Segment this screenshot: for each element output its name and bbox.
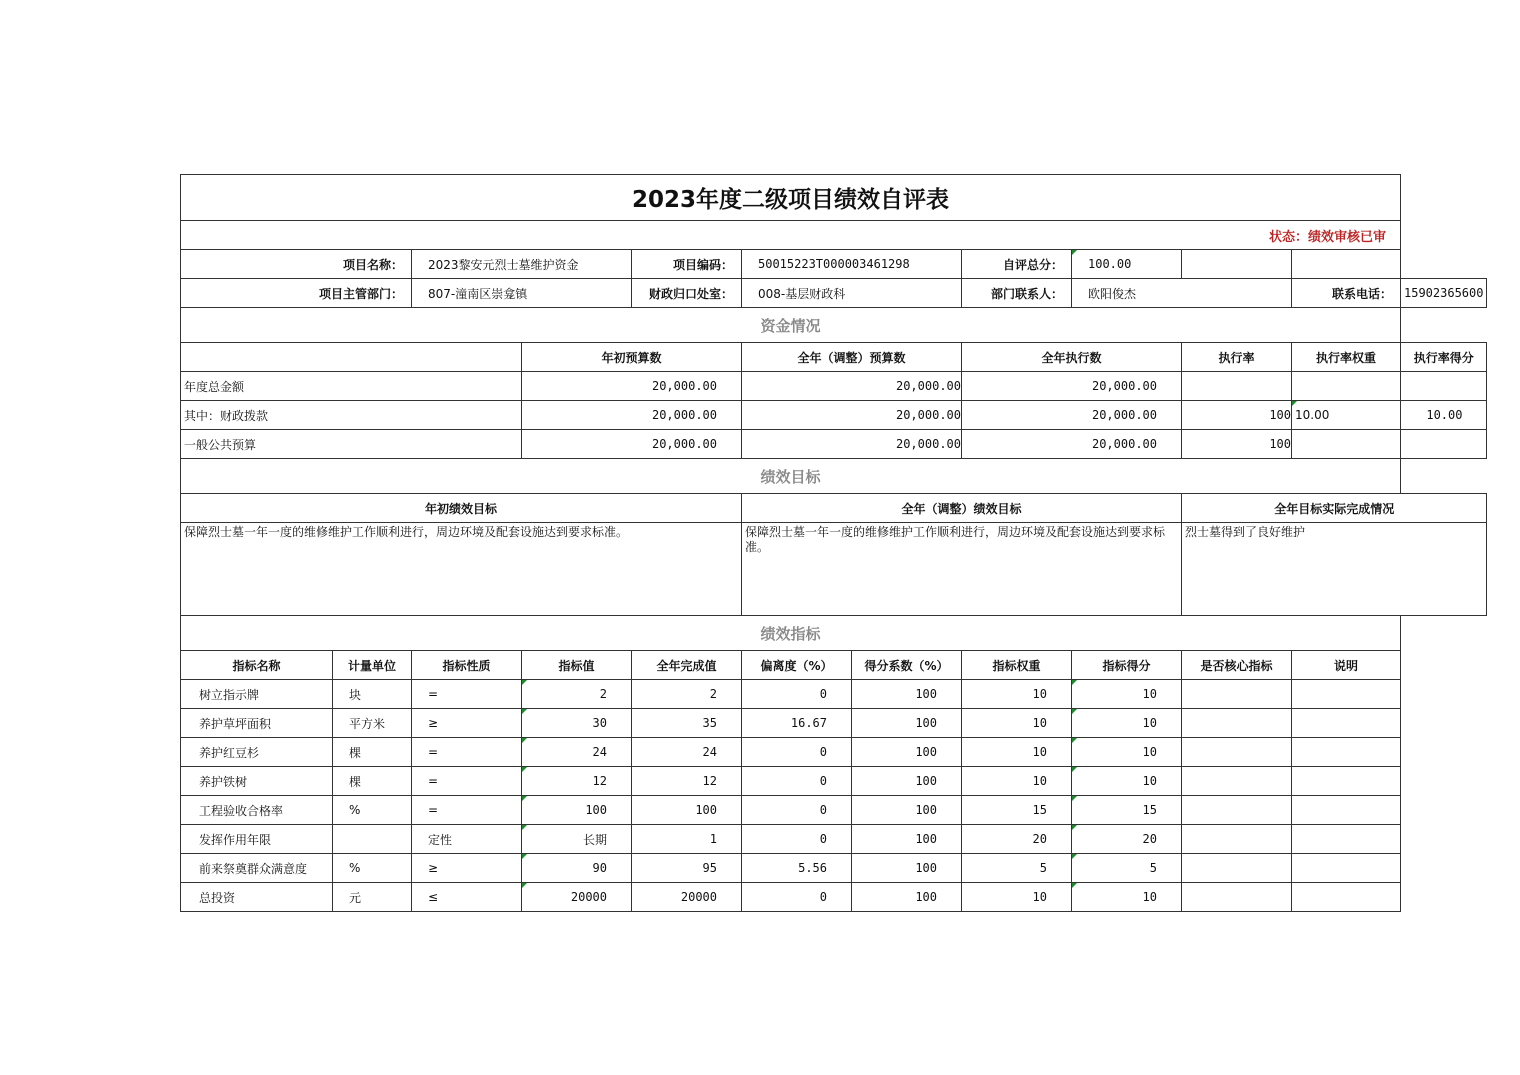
funds-executed: 20,000.00 xyxy=(962,401,1182,430)
funds-initial: 20,000.00 xyxy=(522,401,742,430)
ind-weight: 10 xyxy=(962,883,1072,912)
ind-header-coef: 得分系数（%） xyxy=(852,651,962,680)
ind-name: 发挥作用年限 xyxy=(181,825,333,854)
funds-row-name: 其中：财政拨款 xyxy=(181,401,522,430)
ind-score: 10 xyxy=(1072,709,1182,738)
section-indicators: 绩效指标 xyxy=(181,616,1401,651)
funds-row xyxy=(181,401,1487,430)
ind-core xyxy=(1182,709,1292,738)
ind-target: 24 xyxy=(522,738,632,767)
ind-deviation: 0 xyxy=(742,680,852,709)
ind-nature: 定性 xyxy=(412,825,522,854)
ind-name: 养护铁树 xyxy=(181,767,333,796)
ind-core xyxy=(1182,680,1292,709)
funds-header-blank xyxy=(181,343,522,372)
funds-weight: 10.00 xyxy=(1292,401,1401,430)
ind-target: 100 xyxy=(522,796,632,825)
ind-deviation: 0 xyxy=(742,767,852,796)
ind-nature: ≤ xyxy=(412,883,522,912)
ind-weight: 5 xyxy=(962,854,1072,883)
ind-target: 12 xyxy=(522,767,632,796)
ind-deviation: 0 xyxy=(742,883,852,912)
ind-unit: 棵 xyxy=(333,738,412,767)
ind-coefficient: 100 xyxy=(852,883,962,912)
ind-weight: 15 xyxy=(962,796,1072,825)
indicator-row xyxy=(181,767,1487,796)
funds-initial: 20,000.00 xyxy=(522,372,742,401)
indicator-row xyxy=(181,738,1487,767)
ind-done: 2 xyxy=(632,680,742,709)
funds-score: 10.00 xyxy=(1401,401,1487,430)
evaluation-sheet xyxy=(180,174,1487,912)
funds-rate: 100 xyxy=(1182,401,1292,430)
goal-initial-text: 保障烈士墓一年一度的维修维护工作顺利进行，周边环境及配套设施达到要求标准。 xyxy=(181,523,742,616)
ind-name: 养护红豆杉 xyxy=(181,738,333,767)
funds-row-name: 一般公共预算 xyxy=(181,430,522,459)
funds-score xyxy=(1401,430,1487,459)
empty-cell xyxy=(1182,250,1292,279)
ind-core xyxy=(1182,825,1292,854)
ind-unit: 棵 xyxy=(333,767,412,796)
ind-score: 20 xyxy=(1072,825,1182,854)
ind-score: 10 xyxy=(1072,738,1182,767)
ind-header-note: 说明 xyxy=(1292,651,1401,680)
goals-header-row xyxy=(181,494,1487,523)
goals-header-initial: 年初绩效目标 xyxy=(181,494,742,523)
ind-unit: 块 xyxy=(333,680,412,709)
ind-header-core: 是否核心指标 xyxy=(1182,651,1292,680)
ind-nature: = xyxy=(412,680,522,709)
funds-row xyxy=(181,430,1487,459)
indicator-row xyxy=(181,709,1487,738)
funds-weight xyxy=(1292,372,1401,401)
ind-nature: = xyxy=(412,767,522,796)
ind-note xyxy=(1292,738,1401,767)
ind-done: 95 xyxy=(632,854,742,883)
ind-header-name: 指标名称 xyxy=(181,651,333,680)
ind-weight: 10 xyxy=(962,680,1072,709)
ind-note xyxy=(1292,854,1401,883)
ind-header-dev: 偏离度（%） xyxy=(742,651,852,680)
funds-adjusted: 20,000.00 xyxy=(742,401,962,430)
funds-weight xyxy=(1292,430,1401,459)
section-funds: 资金情况 xyxy=(181,308,1401,343)
ind-header-nature: 指标性质 xyxy=(412,651,522,680)
indicator-row xyxy=(181,883,1487,912)
ind-target: 90 xyxy=(522,854,632,883)
goals-header-adjusted: 全年（调整）绩效目标 xyxy=(742,494,1182,523)
ind-nature: ≥ xyxy=(412,709,522,738)
ind-header-target: 指标值 xyxy=(522,651,632,680)
ind-core xyxy=(1182,767,1292,796)
project-name-value: 2023黎安元烈士墓维护资金 xyxy=(412,250,632,279)
funds-header-executed: 全年执行数 xyxy=(962,343,1182,372)
ind-done: 12 xyxy=(632,767,742,796)
goals-header-actual: 全年目标实际完成情况 xyxy=(1182,494,1487,523)
empty-cell xyxy=(1292,250,1401,279)
ind-coefficient: 100 xyxy=(852,709,962,738)
ind-unit: % xyxy=(333,854,412,883)
ind-coefficient: 100 xyxy=(852,854,962,883)
ind-nature: ≥ xyxy=(412,854,522,883)
ind-unit: 元 xyxy=(333,883,412,912)
ind-name: 养护草坪面积 xyxy=(181,709,333,738)
ind-deviation: 0 xyxy=(742,825,852,854)
score-label: 自评总分： xyxy=(962,250,1072,279)
ind-note xyxy=(1292,883,1401,912)
ind-note xyxy=(1292,796,1401,825)
contact-value: 欧阳俊杰 xyxy=(1072,279,1292,308)
score-value: 100.00 xyxy=(1072,250,1182,279)
ind-coefficient: 100 xyxy=(852,825,962,854)
funds-header-score: 执行率得分 xyxy=(1401,343,1487,372)
ind-name: 总投资 xyxy=(181,883,333,912)
funds-header-adjusted: 全年（调整）预算数 xyxy=(742,343,962,372)
ind-done: 20000 xyxy=(632,883,742,912)
ind-target: 20000 xyxy=(522,883,632,912)
indicators-header-row xyxy=(181,651,1487,680)
ind-nature: = xyxy=(412,796,522,825)
ind-weight: 10 xyxy=(962,709,1072,738)
ind-score: 5 xyxy=(1072,854,1182,883)
funds-rate xyxy=(1182,372,1292,401)
info-row-1 xyxy=(181,250,1487,279)
indicators-body xyxy=(181,680,1487,912)
ind-core xyxy=(1182,883,1292,912)
ind-weight: 20 xyxy=(962,825,1072,854)
ind-unit xyxy=(333,825,412,854)
ind-done: 100 xyxy=(632,796,742,825)
contact-label: 部门联系人： xyxy=(962,279,1072,308)
ind-header-unit: 计量单位 xyxy=(333,651,412,680)
ind-note xyxy=(1292,680,1401,709)
ind-target: 2 xyxy=(522,680,632,709)
finance-value: 008-基层财政科 xyxy=(742,279,962,308)
ind-deviation: 0 xyxy=(742,796,852,825)
ind-score: 10 xyxy=(1072,680,1182,709)
ind-header-score: 指标得分 xyxy=(1072,651,1182,680)
ind-done: 24 xyxy=(632,738,742,767)
ind-name: 树立指示牌 xyxy=(181,680,333,709)
ind-target: 长期 xyxy=(522,825,632,854)
funds-executed: 20,000.00 xyxy=(962,430,1182,459)
ind-note xyxy=(1292,709,1401,738)
funds-adjusted: 20,000.00 xyxy=(742,430,962,459)
project-code-value: 50015223T000003461298 xyxy=(742,250,962,279)
ind-deviation: 0 xyxy=(742,738,852,767)
dept-value: 807-潼南区崇龛镇 xyxy=(412,279,632,308)
project-name-label: 项目名称： xyxy=(181,250,412,279)
indicator-row xyxy=(181,796,1487,825)
funds-row-name: 年度总金额 xyxy=(181,372,522,401)
ind-core xyxy=(1182,796,1292,825)
ind-score: 10 xyxy=(1072,767,1182,796)
finance-label: 财政归口处室： xyxy=(632,279,742,308)
ind-coefficient: 100 xyxy=(852,680,962,709)
ind-note xyxy=(1292,825,1401,854)
funds-row xyxy=(181,372,1487,401)
section-goals: 绩效目标 xyxy=(181,459,1401,494)
goals-row xyxy=(181,523,1487,616)
funds-adjusted: 20,000.00 xyxy=(742,372,962,401)
ind-note xyxy=(1292,767,1401,796)
funds-header-rate: 执行率 xyxy=(1182,343,1292,372)
ind-core xyxy=(1182,738,1292,767)
ind-coefficient: 100 xyxy=(852,796,962,825)
ind-done: 35 xyxy=(632,709,742,738)
funds-rate: 100 xyxy=(1182,430,1292,459)
ind-unit: % xyxy=(333,796,412,825)
goal-adjusted-text: 保障烈士墓一年一度的维修维护工作顺利进行，周边环境及配套设施达到要求标准。 xyxy=(742,523,1182,616)
funds-executed: 20,000.00 xyxy=(962,372,1182,401)
ind-header-done: 全年完成值 xyxy=(632,651,742,680)
ind-nature: = xyxy=(412,738,522,767)
ind-score: 10 xyxy=(1072,883,1182,912)
ind-done: 1 xyxy=(632,825,742,854)
sheet-title: 2023年度二级项目绩效自评表 xyxy=(181,175,1401,221)
indicator-row xyxy=(181,854,1487,883)
ind-coefficient: 100 xyxy=(852,767,962,796)
project-code-label: 项目编码： xyxy=(632,250,742,279)
phone-value: 15902365600 xyxy=(1401,279,1487,308)
dept-label: 项目主管部门： xyxy=(181,279,412,308)
ind-header-weight: 指标权重 xyxy=(962,651,1072,680)
ind-coefficient: 100 xyxy=(852,738,962,767)
ind-name: 前来祭奠群众满意度 xyxy=(181,854,333,883)
ind-name: 工程验收合格率 xyxy=(181,796,333,825)
funds-score xyxy=(1401,372,1487,401)
ind-score: 15 xyxy=(1072,796,1182,825)
info-row-2 xyxy=(181,279,1487,308)
ind-unit: 平方米 xyxy=(333,709,412,738)
indicator-row xyxy=(181,825,1487,854)
ind-core xyxy=(1182,854,1292,883)
funds-header-row xyxy=(181,343,1487,372)
ind-weight: 10 xyxy=(962,738,1072,767)
goal-actual-text: 烈士墓得到了良好维护 xyxy=(1182,523,1487,616)
ind-deviation: 5.56 xyxy=(742,854,852,883)
ind-deviation: 16.67 xyxy=(742,709,852,738)
phone-label: 联系电话： xyxy=(1292,279,1401,308)
ind-weight: 10 xyxy=(962,767,1072,796)
status-badge: 状态：绩效审核已审 xyxy=(181,221,1401,250)
funds-header-weight: 执行率权重 xyxy=(1292,343,1401,372)
funds-initial: 20,000.00 xyxy=(522,430,742,459)
ind-target: 30 xyxy=(522,709,632,738)
funds-header-initial: 年初预算数 xyxy=(522,343,742,372)
indicator-row xyxy=(181,680,1487,709)
